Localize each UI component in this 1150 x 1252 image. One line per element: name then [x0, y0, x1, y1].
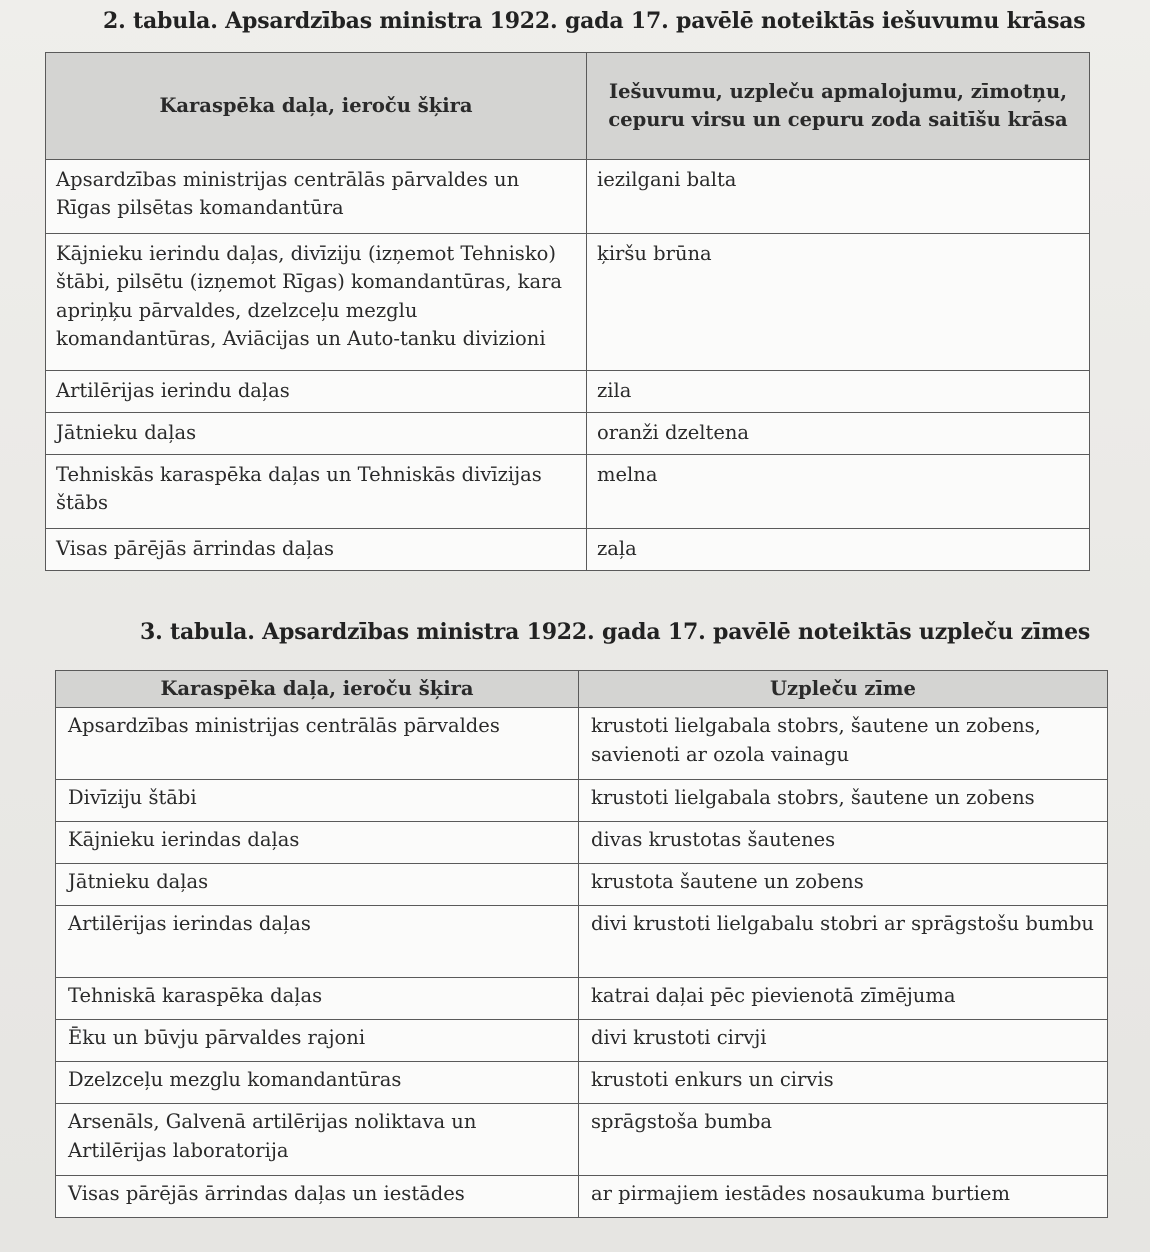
unit-cell: Arsenāls, Galvenā artilērijas noliktava un Artilērijas laboratorija: [56, 1104, 579, 1176]
table-2-colors: [45, 52, 1090, 571]
insignia-cell: divas krustotas šautenes: [579, 822, 1108, 864]
unit-cell: Artilērijas ierindu daļas: [46, 371, 587, 413]
table-row: [56, 1020, 1108, 1062]
table-row: [56, 780, 1108, 822]
color-cell: zila: [587, 371, 1090, 413]
insignia-cell: krustoti enkurs un cirvis: [579, 1062, 1108, 1104]
table-3-insignia: [55, 670, 1108, 1218]
table-row: [46, 455, 1090, 529]
table-row: [46, 413, 1090, 455]
color-cell: iezilgani balta: [587, 160, 1090, 234]
insignia-cell: divi krustoti cirvji: [579, 1020, 1108, 1062]
table-row: [56, 864, 1108, 906]
unit-cell: Ēku un būvju pārvaldes rajoni: [56, 1020, 579, 1062]
insignia-cell: sprāgstoša bumba: [579, 1104, 1108, 1176]
insignia-cell: krustota šautene un zobens: [579, 864, 1108, 906]
column-header-color: Iešuvumu, uzpleču apmalojumu, zīmotņu, cepuru virsu un cepuru zoda saitīšu krāsa: [587, 53, 1090, 160]
unit-cell: Tehniskā karaspēka daļas: [56, 978, 579, 1020]
color-cell: ķiršu brūna: [587, 234, 1090, 371]
unit-cell: Visas pārējās ārrindas daļas: [46, 529, 587, 571]
unit-cell: Divīziju štābi: [56, 780, 579, 822]
table-row: [56, 906, 1108, 978]
insignia-cell: krustoti lielgabala stobrs, šautene un zobens, savienoti ar ozola vainagu: [579, 708, 1108, 780]
unit-cell: Tehniskās karaspēka daļas un Tehniskās divīzijas štābs: [46, 455, 587, 529]
color-cell: zaļa: [587, 529, 1090, 571]
unit-cell: Apsardzības ministrijas centrālās pārvaldes un Rīgas pilsētas komandantūra: [46, 160, 587, 234]
column-header-insignia: Uzpleču zīme: [579, 671, 1108, 708]
table-row: [56, 1176, 1108, 1218]
insignia-cell: ar pirmajiem iestādes nosaukuma burtiem: [579, 1176, 1108, 1218]
unit-cell: Apsardzības ministrijas centrālās pārvaldes: [56, 708, 579, 780]
insignia-cell: divi krustoti lielgabalu stobri ar sprāgstošu bumbu: [579, 906, 1108, 978]
unit-cell: Visas pārējās ārrindas daļas un iestādes: [56, 1176, 579, 1218]
table-row: [46, 529, 1090, 571]
table-row: [56, 1104, 1108, 1176]
table-row: [46, 371, 1090, 413]
unit-cell: Kājnieku ierindu daļas, divīziju (izņemot Tehnisko) štābi, pilsētu (izņemot Rīgas) komandantūras, kara apriņķu pārvaldes, dzelzceļu mezglu komandantūras, Aviācijas un Auto-tanku divizioni: [46, 234, 587, 371]
table-row: [56, 822, 1108, 864]
unit-cell: Jātnieku daļas: [56, 864, 579, 906]
unit-cell: Jātnieku daļas: [46, 413, 587, 455]
table-row: [56, 1062, 1108, 1104]
table-header-row: [46, 53, 1090, 160]
color-cell: melna: [587, 455, 1090, 529]
insignia-cell: katrai daļai pēc pievienotā zīmējuma: [579, 978, 1108, 1020]
table-2-caption: 2. tabula. Apsardzības ministra 1922. gada 17. pavēlē noteiktās iešuvumu krāsas: [103, 8, 1086, 34]
insignia-cell: krustoti lielgabala stobrs, šautene un zobens: [579, 780, 1108, 822]
table-row: [46, 160, 1090, 234]
table-row: [56, 708, 1108, 780]
color-cell: oranži dzeltena: [587, 413, 1090, 455]
unit-cell: Kājnieku ierindas daļas: [56, 822, 579, 864]
table-row: [46, 234, 1090, 371]
unit-cell: Artilērijas ierindas daļas: [56, 906, 579, 978]
table-row: [56, 978, 1108, 1020]
table-header-row: [56, 671, 1108, 708]
unit-cell: Dzelzceļu mezglu komandantūras: [56, 1062, 579, 1104]
column-header-unit: Karaspēka daļa, ieroču šķira: [46, 53, 587, 160]
table-3-caption: 3. tabula. Apsardzības ministra 1922. gada 17. pavēlē noteiktās uzpleču zīmes: [140, 619, 1091, 645]
column-header-unit: Karaspēka daļa, ieroču šķira: [56, 671, 579, 708]
